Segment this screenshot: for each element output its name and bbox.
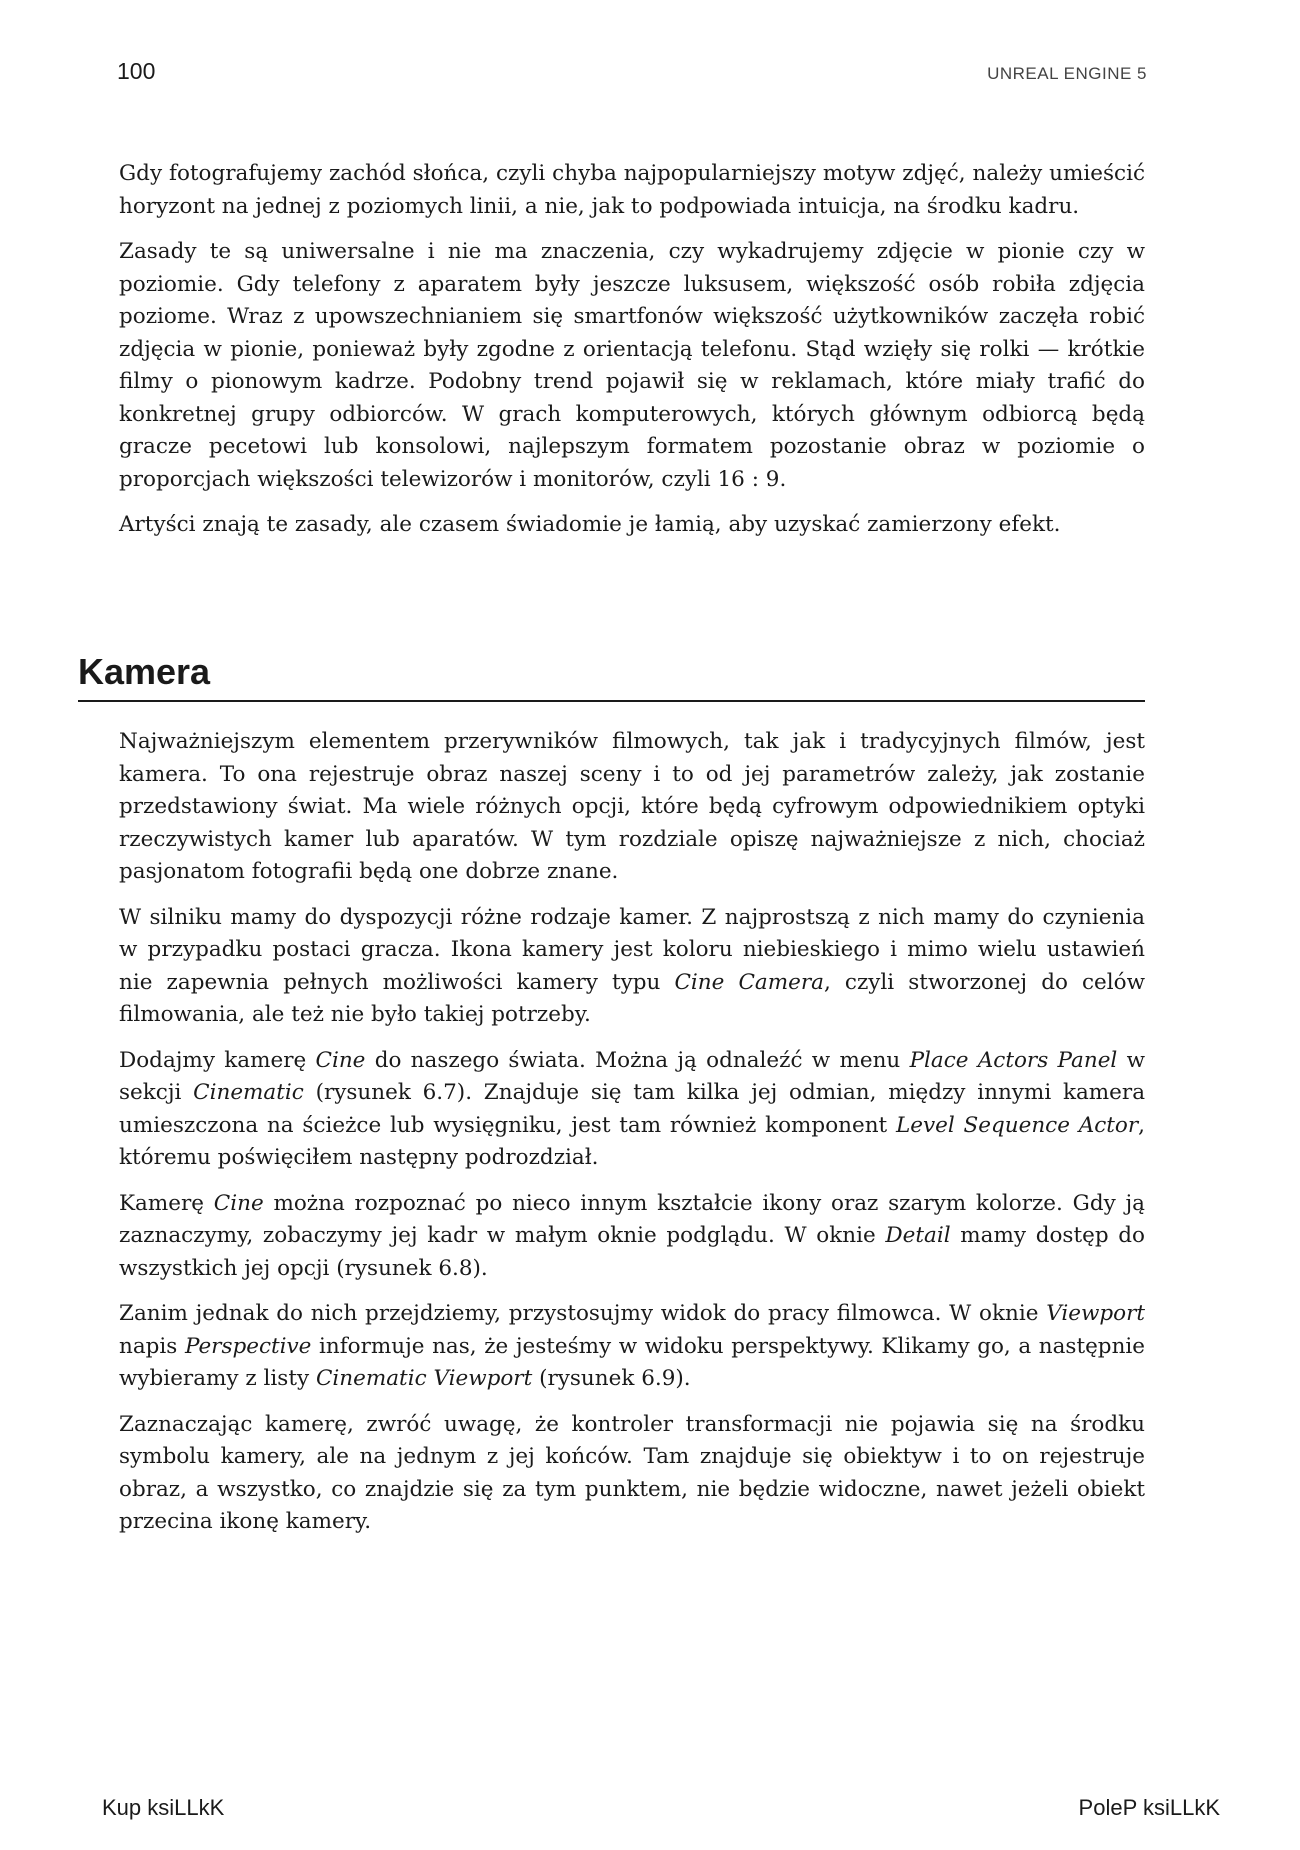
text-run: mamy dostęp do wszystkich jej opcji (rysunek 6.8). [119, 1223, 1145, 1281]
paragraph: Gdy fotografujemy zachód słońca, czyli chyba najpopularniejszy motyw zdjęć, należy umieścić horyzont na jednej z poziomych linii, a nie, jak to podpowiada intuicja, na środku kadru. [119, 161, 1145, 219]
text-run: w sekcji [119, 1047, 1145, 1105]
paragraph [119, 1188, 1145, 1286]
text-run: Kamerę [119, 1190, 214, 1216]
term: Cine [315, 1047, 366, 1073]
text-run: informuje nas, że jesteśmy w widoku perspektywy. Klikamy go, a następnie wybieramy z listy [119, 1333, 1146, 1391]
footer-left-text: Kup ksiLLkK [102, 1795, 225, 1820]
page-number: 100 [117, 58, 156, 84]
term: Cine Camera [674, 969, 824, 995]
term: Viewport [1046, 1301, 1145, 1326]
term: Level Sequence Actor [896, 1112, 1139, 1138]
term: Detail [885, 1223, 951, 1248]
text-run: Dodajmy kamerę [119, 1047, 316, 1073]
paragraph [119, 1298, 1145, 1396]
paragraph: Zaznaczając kamerę, zwróć uwagę, że kontroler transformacji nie pojawia się na środku symbolu kamery, ale na jednym z jej końców. Tam znajduje się obiektyw i to on rejestruje obraz, a wszystko, co znajdzie się za tym punktem, nie będzie widoczne, nawet jeżeli obiekt przecina ikonę kamery. [119, 1411, 1145, 1534]
section-text [119, 726, 1145, 1552]
text-run: do naszego świata. Można ją odnaleźć w menu [365, 1047, 910, 1073]
page-footer [102, 1795, 1220, 1821]
paragraph: Najważniejszym elementem przerywników filmowych, tak jak i tradycyjnych filmów, jest kamera. To ona rejestruje obraz naszej sceny i to od jej parametrów zależy, jak zostanie przedstawiony świat. Ma wiele różnych opcji, które będą cyfrowym odpowiednikiem optyki rzeczywistych kamer lub aparatów. W tym rozdziale opiszę najważniejsze z nich, chociaż pasjonatom fotografii będą one dobrze znane. [119, 729, 1145, 884]
paragraph: Artyści znają te zasady, ale czasem świadomie je łamią, aby uzyskać zamierzony efekt. [119, 512, 1061, 537]
term: Cinematic [193, 1080, 304, 1105]
paragraph: Zasady te są uniwersalne i nie ma znaczenia, czy wykadrujemy zdjęcie w pionie czy w poziomie. Gdy telefony z aparatem były jeszcze luksusem, większość osób robiła zdjęcia poziome. Wraz z upowszechnianiem się smartfonów większość użytkowników zaczęła robić zdjęcia w pionie, ponieważ były zgodne z orientacją telefonu. Stąd wzięły się rolki — krótkie filmy o pionowym kadrze. Podobny trend pojawił się w reklamach, które miały trafić do konkretnej grupy odbiorców. W grach komputerowych, których głównym odbiorcą będą gracze pecetowi lub konsolowi, najlepszym formatem pozostanie obraz w poziomie o proporcjach większości telewizorów i monitorów, czyli 16 : 9. [119, 239, 1145, 492]
running-title: UNREAL ENGINE 5 [987, 64, 1147, 83]
intro-text [119, 158, 1145, 555]
text-run: Zanim jednak do nich przejdziemy, przystosujmy widok do pracy filmowca. W oknie [119, 1301, 1047, 1326]
text-run: (rysunek 6.7). Znajduje się tam kilka jej odmian, między innymi kamera umieszczona na ścieżce lub wysięgniku, jest tam również komponent [119, 1080, 1146, 1138]
text-run: W silniku mamy do dyspozycji różne rodzaje kamer. Z najprostszą z nich mamy do czynienia w przypadku postaci gracza. Ikona kamery jest koloru niebieskiego i mimo wielu ustawień nie zapewnia pełnych możliwości kamery typu [119, 904, 1145, 995]
page-header [117, 58, 1147, 90]
text-run: można rozpoznać po nieco innym kształcie ikony oraz szarym kolorze. Gdy ją zaznaczymy, zobaczymy jej kadr w małym oknie podglądu. W oknie [119, 1190, 1145, 1248]
text-run: , czyli stworzonej do celów filmowania, ale też nie było takiej potrzeby. [119, 969, 1145, 1027]
footer-right-text: PoleP ksiLLkK [1078, 1795, 1220, 1820]
text-run: (rysunek 6.9). [532, 1366, 691, 1391]
term: Perspective [184, 1333, 312, 1359]
paragraph [119, 1045, 1145, 1175]
term: Cinematic Viewport [315, 1366, 533, 1391]
paragraph [119, 902, 1145, 1032]
term: Place Actors Panel [909, 1047, 1118, 1073]
section-heading: Kamera [78, 650, 1145, 702]
term: Cine [213, 1190, 264, 1216]
text-run: napis [119, 1333, 185, 1359]
text-run: , któremu poświęciłem następny podrozdział. [119, 1112, 1145, 1170]
